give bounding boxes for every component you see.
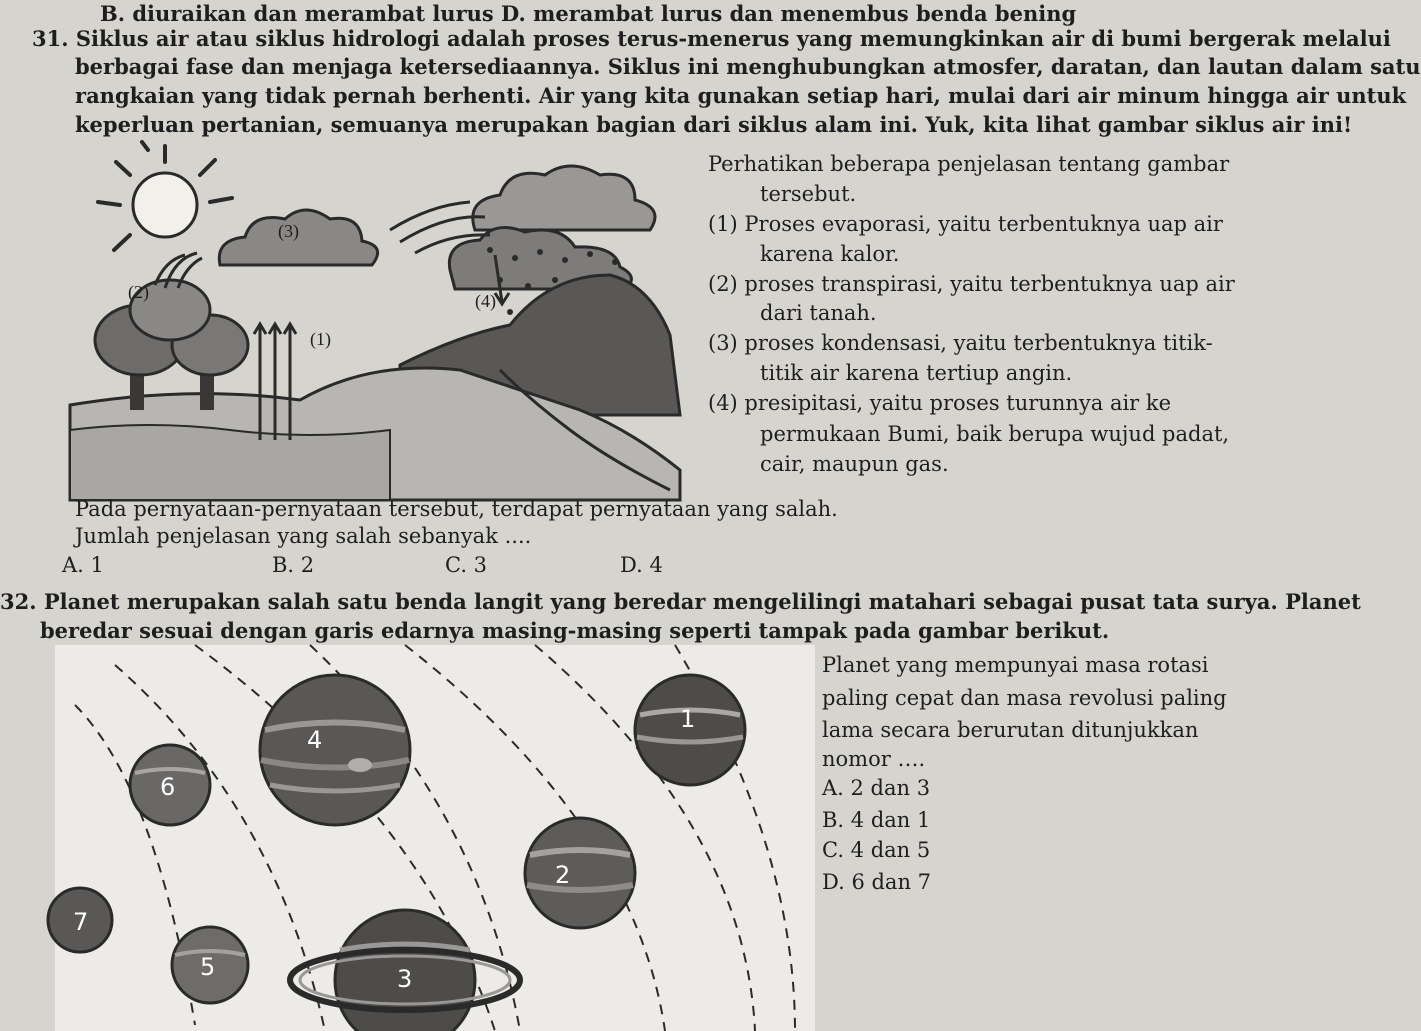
explanation-line-8: titik air karena tertiup angin. bbox=[760, 361, 1073, 385]
planet-label-1: 1 bbox=[680, 705, 696, 733]
q31-intro-line-4: keperluan pertanian, semuanya merupakan bagian dari siklus alam ini. Yuk, kita lihat gambar siklus air ini! bbox=[75, 112, 1353, 137]
planet-label-5: 5 bbox=[200, 953, 216, 981]
explanation-line-6: dari tanah. bbox=[760, 301, 877, 325]
previous-options-line: B. diuraikan dan merambat lurus D. merambat lurus dan menembus benda bening bbox=[100, 1, 1077, 26]
planet-2-icon bbox=[525, 818, 635, 928]
q32-question-line-4: nomor …. bbox=[822, 747, 926, 771]
q31-statement: Pada pernyataan-pernyataan tersebut, terdapat pernyataan yang salah. bbox=[75, 497, 838, 521]
q32-question-line-1: Planet yang mempunyai masa rotasi bbox=[822, 653, 1209, 677]
q31-intro-line-1: 31. Siklus air atau siklus hidrologi adalah proses terus-menerus yang memungkinkan air di bumi bergerak melalui bbox=[32, 26, 1391, 51]
explanation-line-4: karena kalor. bbox=[760, 242, 900, 266]
q31-intro-line-2: berbagai fase dan menjaga ketersediaannya. Siklus ini menghubungkan atmosfer, daratan, dan lautan dalam satu bbox=[75, 54, 1421, 79]
explanation-line-2: tersebut. bbox=[760, 182, 857, 206]
planet-label-3: 3 bbox=[397, 965, 413, 993]
explanation-line-9: (4) presipitasi, yaitu proses turunnya air ke bbox=[708, 391, 1172, 415]
q31-option-c[interactable]: C. 3 bbox=[445, 553, 488, 577]
q32-option-c[interactable]: C. 4 dan 5 bbox=[822, 838, 931, 862]
explanation-line-1: Perhatikan beberapa penjelasan tentang gambar bbox=[708, 152, 1230, 176]
explanation-line-10: permukaan Bumi, baik berupa wujud padat, bbox=[760, 422, 1230, 446]
sea bbox=[70, 425, 390, 500]
q32-intro-line-1: 32. Planet merupakan salah satu benda langit yang beredar mengelilingi matahari sebagai pusat tata surya. Planet bbox=[0, 589, 1361, 614]
label-2: (2) bbox=[128, 282, 149, 302]
q32-option-d[interactable]: D. 6 dan 7 bbox=[822, 870, 931, 894]
solar-system-diagram bbox=[55, 645, 815, 1031]
planet-label-2: 2 bbox=[555, 861, 571, 889]
label-3: (3) bbox=[278, 221, 299, 241]
water-cycle-diagram bbox=[70, 140, 700, 500]
explanation-line-11: cair, maupun gas. bbox=[760, 452, 949, 476]
q32-question-line-2: paling cepat dan masa revolusi paling bbox=[822, 686, 1227, 710]
tree-icon bbox=[95, 280, 248, 410]
q32-option-b[interactable]: B. 4 dan 1 bbox=[822, 808, 931, 832]
q31-intro-line-3: rangkaian yang tidak pernah berhenti. Air yang kita gunakan setiap hari, mulai dari air minum hingga air untuk bbox=[75, 83, 1407, 108]
explanation-line-3: (1) Proses evaporasi, yaitu terbentuknya uap air bbox=[708, 212, 1223, 236]
q31-question: Jumlah penjelasan yang salah sebanyak .... bbox=[75, 524, 532, 548]
explanation-line-7: (3) proses kondensasi, yaitu terbentuknya titik- bbox=[708, 331, 1213, 355]
q31-option-a[interactable]: A. 1 bbox=[62, 553, 104, 577]
evaporation-arrows-icon bbox=[254, 324, 296, 440]
q32-intro-line-2: beredar sesuai dengan garis edarnya masing-masing seperti tampak pada gambar berikut. bbox=[40, 618, 1110, 643]
label-1: (1) bbox=[310, 329, 331, 349]
explanation-line-5: (2) proses transpirasi, yaitu terbentuknya uap air bbox=[708, 272, 1235, 296]
sun-icon bbox=[98, 142, 232, 250]
q32-question-line-3: lama secara berurutan ditunjukkan bbox=[822, 718, 1199, 742]
planet-label-6: 6 bbox=[160, 773, 176, 801]
planet-label-4: 4 bbox=[307, 726, 323, 754]
q31-option-d[interactable]: D. 4 bbox=[620, 553, 663, 577]
q31-option-b[interactable]: B. 2 bbox=[272, 553, 315, 577]
planet-label-7: 7 bbox=[73, 908, 89, 936]
planet-4-icon bbox=[260, 675, 410, 825]
q32-option-a[interactable]: A. 2 dan 3 bbox=[822, 776, 931, 800]
cloud-right bbox=[449, 166, 655, 289]
label-4: (4) bbox=[475, 291, 496, 311]
